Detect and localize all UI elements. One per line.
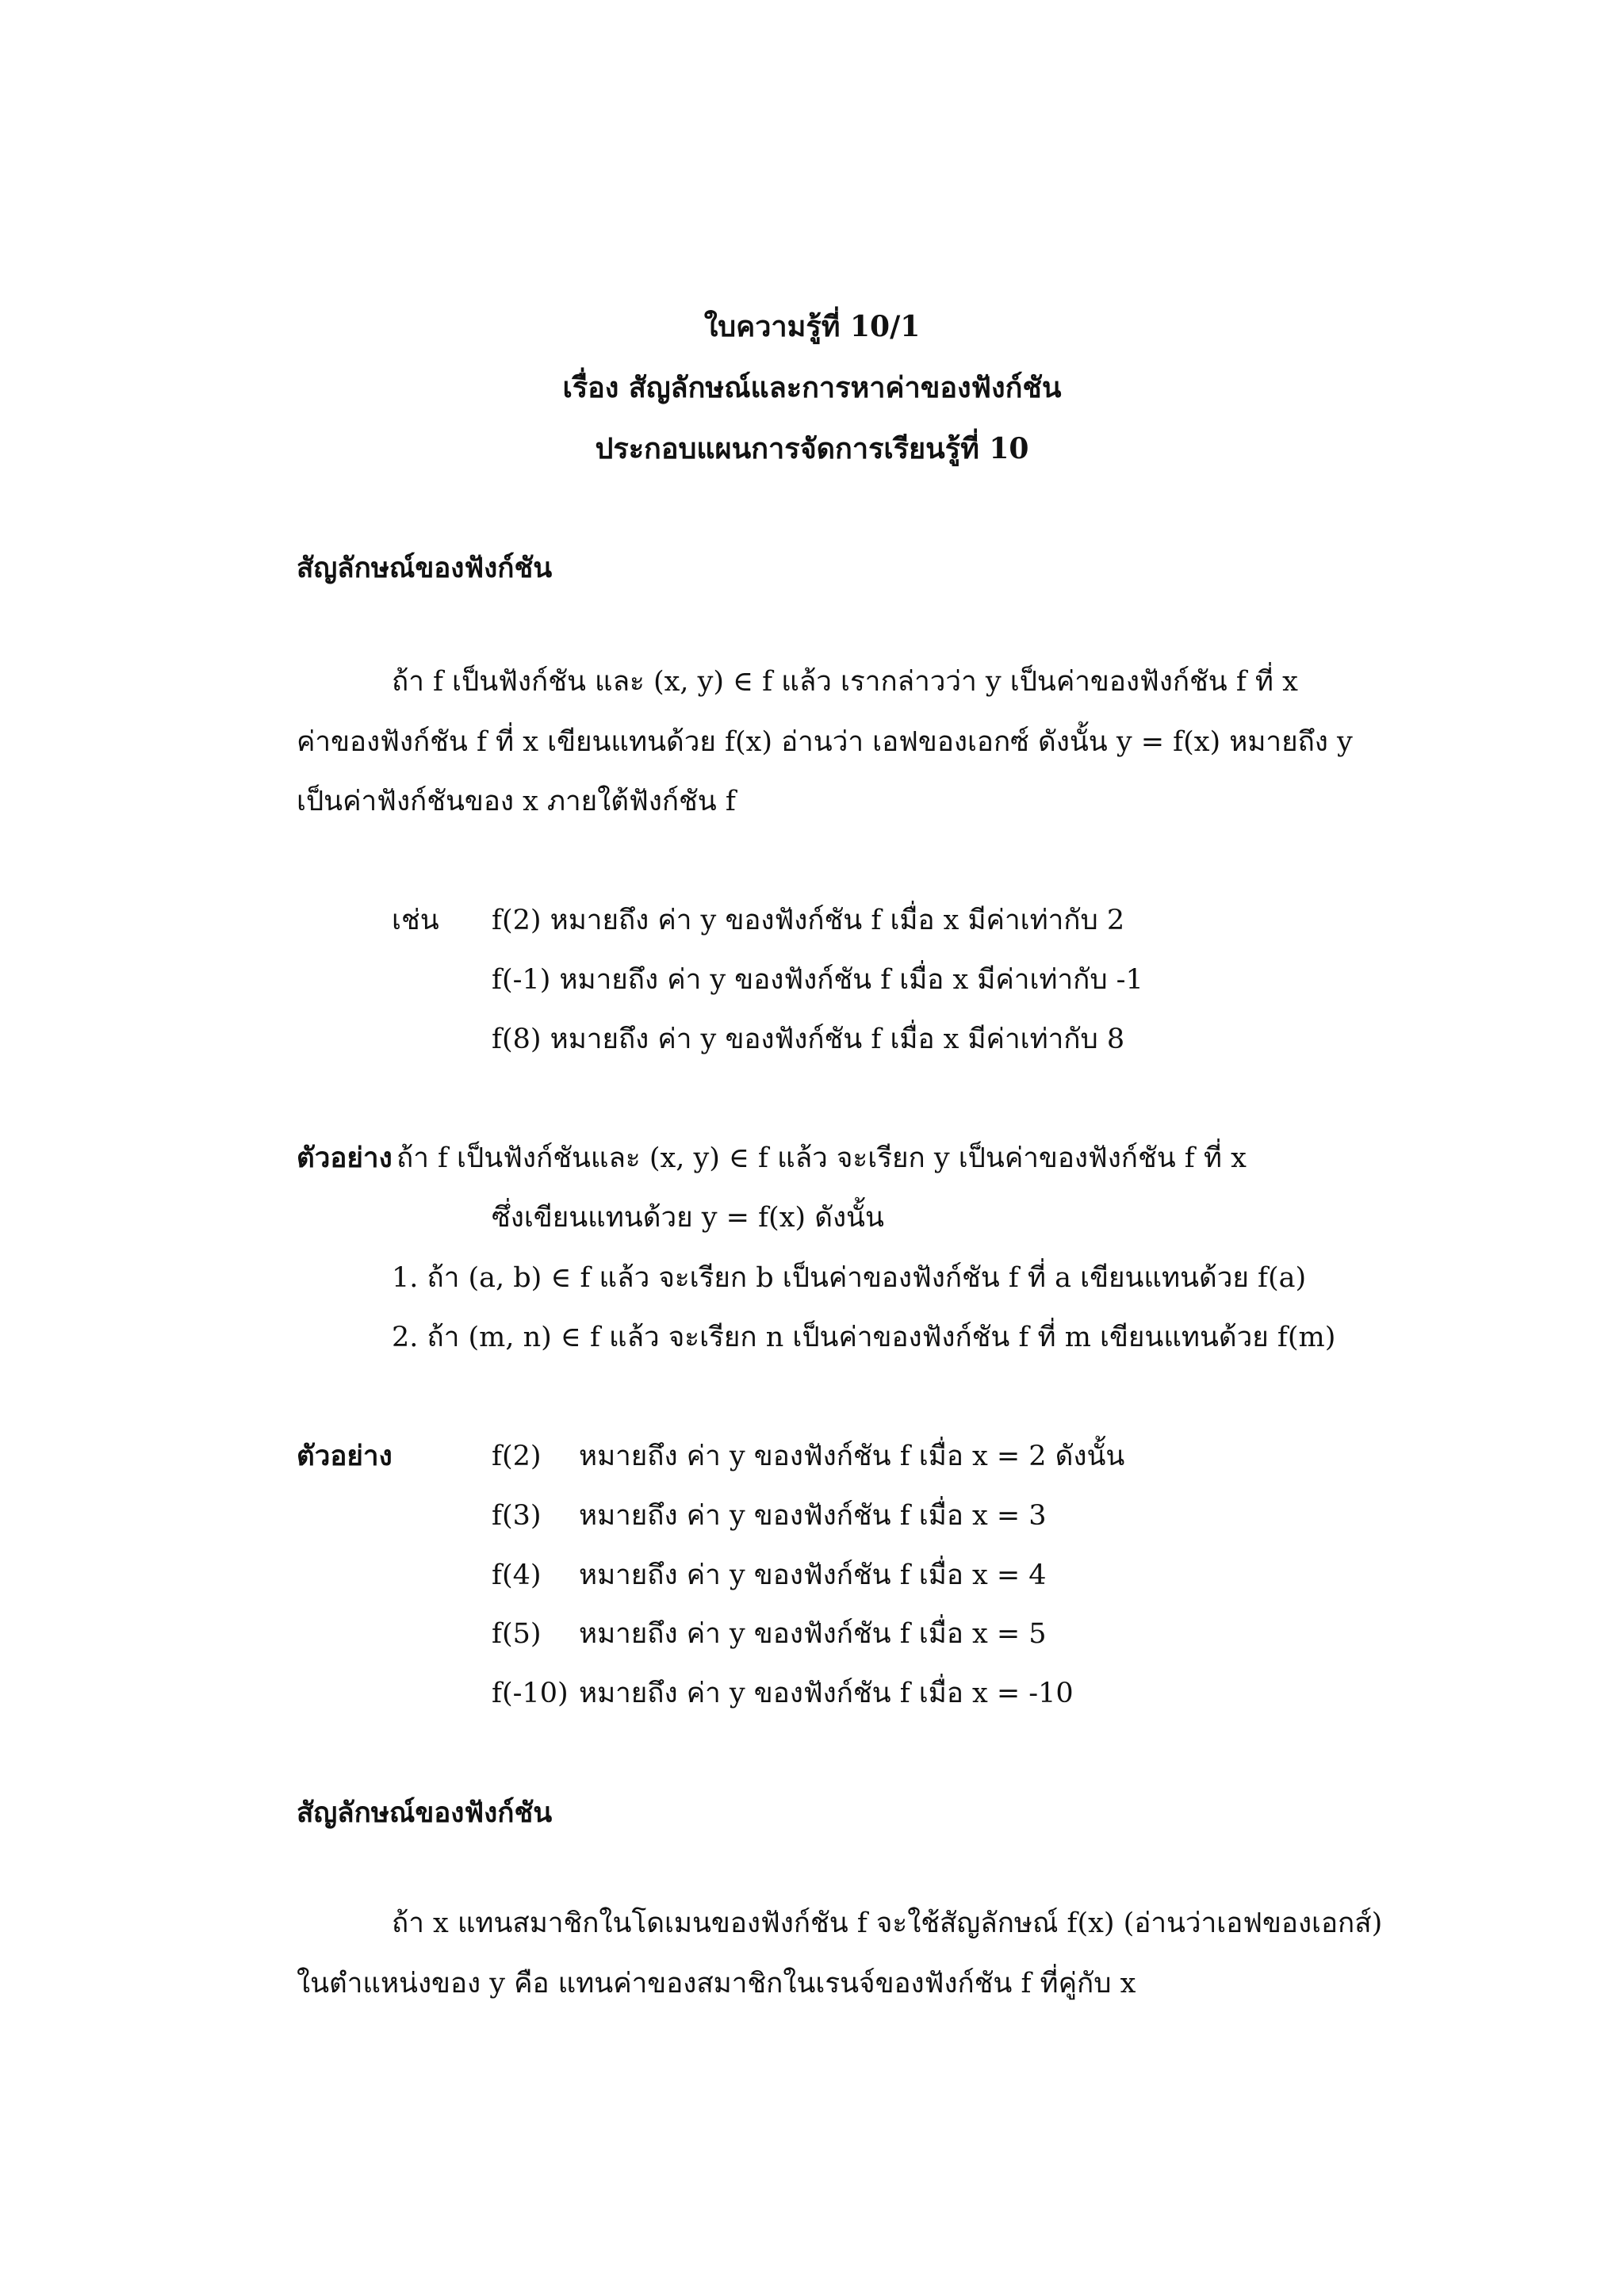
- section2-paragraph-line-2: ในตำแหน่งของ y คือ แทนค่าของสมาชิกในเรนจ์ของฟังก์ชัน f ที่คู่กับ x: [297, 1968, 1136, 1999]
- document-title: ใบความรู้ที่ 10/1: [703, 310, 921, 343]
- section1-paragraph-line-1: ถ้า f เป็นฟังก์ชัน และ (x, y) ∈ f แล้ว เรากล่าวว่า y เป็นค่าของฟังก์ชัน f ที่ x: [392, 666, 1298, 698]
- example2-text-5: หมายถึง ค่า y ของฟังก์ชัน f เมื่อ x = -10: [579, 1678, 1074, 1709]
- document-subject: เรื่อง สัญลักษณ์และการหาค่าของฟังก์ชัน: [562, 371, 1062, 404]
- section2-paragraph-line-1: ถ้า x แทนสมาชิกในโดเมนของฟังก์ชัน f จะใช้สัญลักษณ์ f(x) (อ่านว่าเอฟของเอกส์): [392, 1908, 1383, 1939]
- example2-term-5: f(-10): [492, 1678, 569, 1709]
- example1-item-2: 2. ถ้า (m, n) ∈ f แล้ว จะเรียก n เป็นค่าของฟังก์ชัน f ที่ m เขียนแทนด้วย f(m): [392, 1322, 1336, 1353]
- section1-paragraph-line-3: เป็นค่าฟังก์ชันของ x ภายใต้ฟังก์ชัน f: [297, 786, 736, 817]
- section1-example-line-1: f(2) หมายถึง ค่า y ของฟังก์ชัน f เมื่อ x มีค่าเท่ากับ 2: [492, 905, 1125, 936]
- example2-text-1: หมายถึง ค่า y ของฟังก์ชัน f เมื่อ x = 2 ดังนั้น: [579, 1441, 1125, 1472]
- example1-label: ตัวอย่าง: [297, 1142, 393, 1174]
- example2-term-4: f(5): [492, 1618, 542, 1650]
- document-plan: ประกอบแผนการจัดการเรียนรู้ที่ 10: [595, 432, 1029, 465]
- section1-heading: สัญลักษณ์ของฟังก์ชัน: [297, 552, 553, 584]
- example2-text-3: หมายถึง ค่า y ของฟังก์ชัน f เมื่อ x = 4: [579, 1559, 1047, 1591]
- section1-example-line-3: f(8) หมายถึง ค่า y ของฟังก์ชัน f เมื่อ x มีค่าเท่ากับ 8: [492, 1024, 1125, 1055]
- example1-item-1: 1. ถ้า (a, b) ∈ f แล้ว จะเรียก b เป็นค่าของฟังก์ชัน f ที่ a เขียนแทนด้วย f(a): [392, 1262, 1307, 1294]
- section1-example-label: เช่น: [392, 905, 439, 936]
- example1-first-line: ถ้า f เป็นฟังก์ชันและ (x, y) ∈ f แล้ว จะเรียก y เป็นค่าของฟังก์ชัน f ที่ x: [396, 1142, 1247, 1174]
- example2-term-2: f(3): [492, 1500, 542, 1532]
- section1-paragraph-line-2: ค่าของฟังก์ชัน f ที่ x เขียนแทนด้วย f(x) อ่านว่า เอฟของเอกซ์ ดังนั้น y = f(x) หมายถึง y: [297, 726, 1353, 758]
- example2-text-4: หมายถึง ค่า y ของฟังก์ชัน f เมื่อ x = 5: [579, 1618, 1047, 1650]
- example2-text-2: หมายถึง ค่า y ของฟังก์ชัน f เมื่อ x = 3: [579, 1500, 1047, 1532]
- example1-second-line: ซึ่งเขียนแทนด้วย y = f(x) ดังนั้น: [492, 1202, 884, 1234]
- section2-heading: สัญลักษณ์ของฟังก์ชัน: [297, 1797, 553, 1829]
- example2-label: ตัวอย่าง: [297, 1440, 393, 1472]
- example2-term-3: f(4): [492, 1559, 542, 1591]
- section1-example-line-2: f(-1) หมายถึง ค่า y ของฟังก์ชัน f เมื่อ x มีค่าเท่ากับ -1: [492, 964, 1143, 996]
- example2-term-1: f(2): [492, 1441, 542, 1472]
